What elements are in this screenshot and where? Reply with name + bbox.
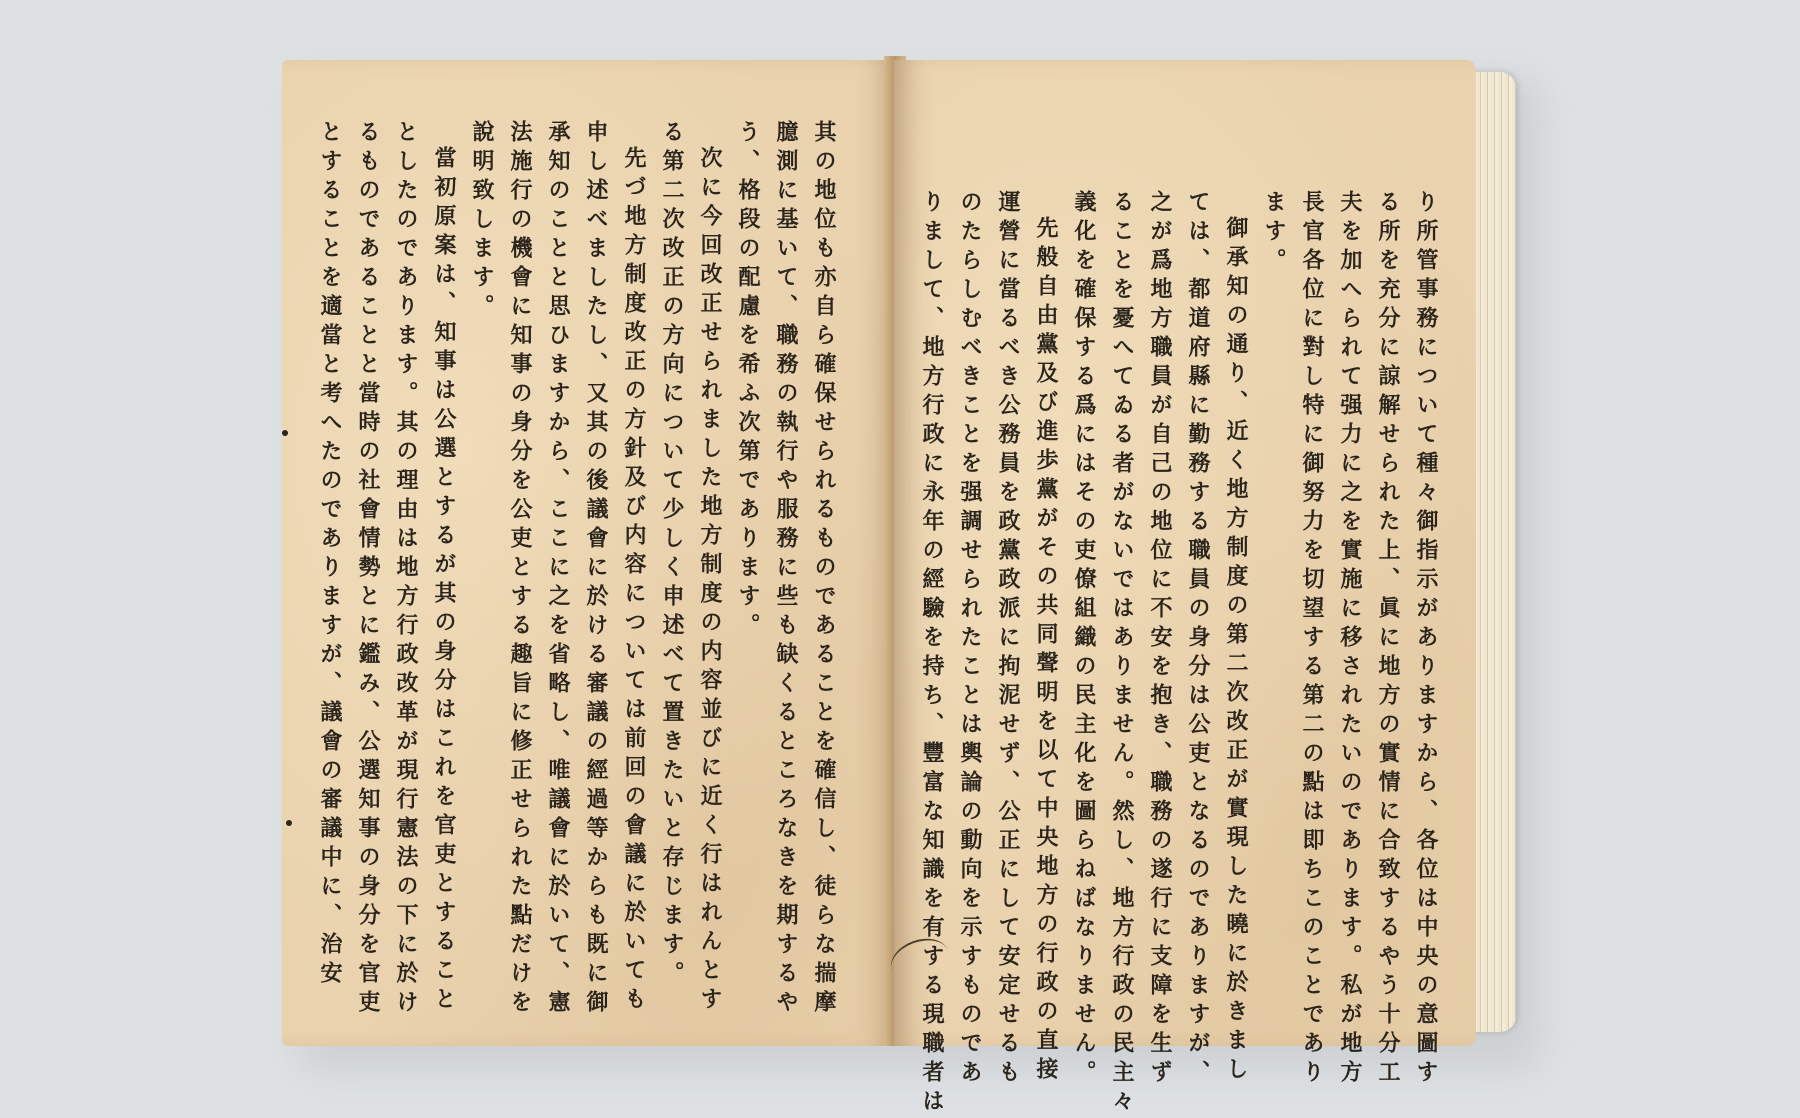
- right-page-column: 長官各位に對し特に御努力を切望する第二の點は即ちこのことであり: [1299, 190, 1324, 1089]
- left-page-column: 當初原案は、知事は公選とするが其の身分はこれを官吏とすること: [431, 146, 456, 1016]
- left-page-column: とすることを適當と考へたのでありますが、議會の審議中に、治安: [317, 120, 342, 990]
- left-page-column: 法施行の機會に知事の身分を公吏とする趣旨に修正せられた點だけを: [507, 120, 532, 1019]
- right-page-column: り所管事務について種々御指示がありますから、各位は中央の意圖す: [1413, 190, 1438, 1089]
- right-page-column: 御承知の通り、近く地方制度の第二次改正が實現した曉に於きまし: [1223, 216, 1248, 1086]
- right-page-column: 運營に當るべき公務員を政黨政派に拘泥せず、公正にして安定せるも: [995, 190, 1020, 1089]
- right-page-column: ます。: [1261, 190, 1286, 277]
- right-page-column: 夫を加へられて强力に之を實施に移されたいのであります。私が地方: [1337, 190, 1362, 1089]
- left-page-column: としたのであります。其の理由は地方行政改革が現行憲法の下に於け: [393, 120, 418, 1019]
- right-page-column: 之が爲地方職員が自己の地位に不安を抱き、職務の遂行に支障を生ず: [1147, 190, 1172, 1089]
- right-page-column: 義化を確保する爲にはその吏僚組織の民主化を圖らねばなりません。: [1071, 190, 1096, 1089]
- margin-dot: [282, 430, 288, 436]
- right-page: [894, 60, 1476, 1118]
- left-page-column: 次に今回改正せられました地方制度の内容並びに近く行はれんとす: [697, 146, 722, 1016]
- right-page-column: のたらしむべきことを强調せられたことは輿論の動向を示すものであ: [957, 190, 982, 1089]
- left-page-column: 先づ地方制度改正の方針及び内容については前回の會議に於いても: [621, 146, 646, 1016]
- left-page-column: 其の地位も亦自ら確保せられるものであることを確信し、徒らな揣摩: [811, 120, 836, 1019]
- left-page: [282, 60, 894, 1046]
- right-page-column: ることを憂へてゐる者がないではありません。然し、地方行政の民主々: [1109, 190, 1134, 1118]
- right-page-column: ては、都道府縣に勤務する職員の身分は公吏となるのでありますが、: [1185, 190, 1210, 1089]
- left-page-column: 臆測に基いて、職務の執行や服務に些も缺くるところなきを期するや: [773, 120, 798, 1019]
- book-page-edges: [1470, 72, 1516, 1032]
- left-page-column: る第二次改正の方向について少しく申述べて置きたいと存じます。: [659, 120, 684, 990]
- left-page-column: う、格段の配慮を希ふ次第であります。: [735, 120, 760, 642]
- right-page-column: る所を充分に諒解せられた上、眞に地方の實情に合致するやう十分工: [1375, 190, 1400, 1089]
- left-page-column: 說明致します。: [469, 120, 494, 323]
- left-page-column: 申し述べましたし、又其の後議會に於ける審議の經過等からも既に御: [583, 120, 608, 1019]
- left-page-column: 承知のことと思ひますから、ここに之を省略し、唯議會に於いて、憲: [545, 120, 570, 1019]
- right-page-column: りまして、地方行政に永年の經驗を持ち、豐富な知識を有する現職者は: [919, 190, 944, 1118]
- left-page-column: るものであることと當時の社會情勢とに鑑み、公選知事の身分を官吏: [355, 120, 380, 1019]
- margin-dot: [286, 820, 292, 826]
- right-page-column: 先般自由黨及び進歩黨がその共同聲明を以て中央地方の行政の直接: [1033, 216, 1058, 1086]
